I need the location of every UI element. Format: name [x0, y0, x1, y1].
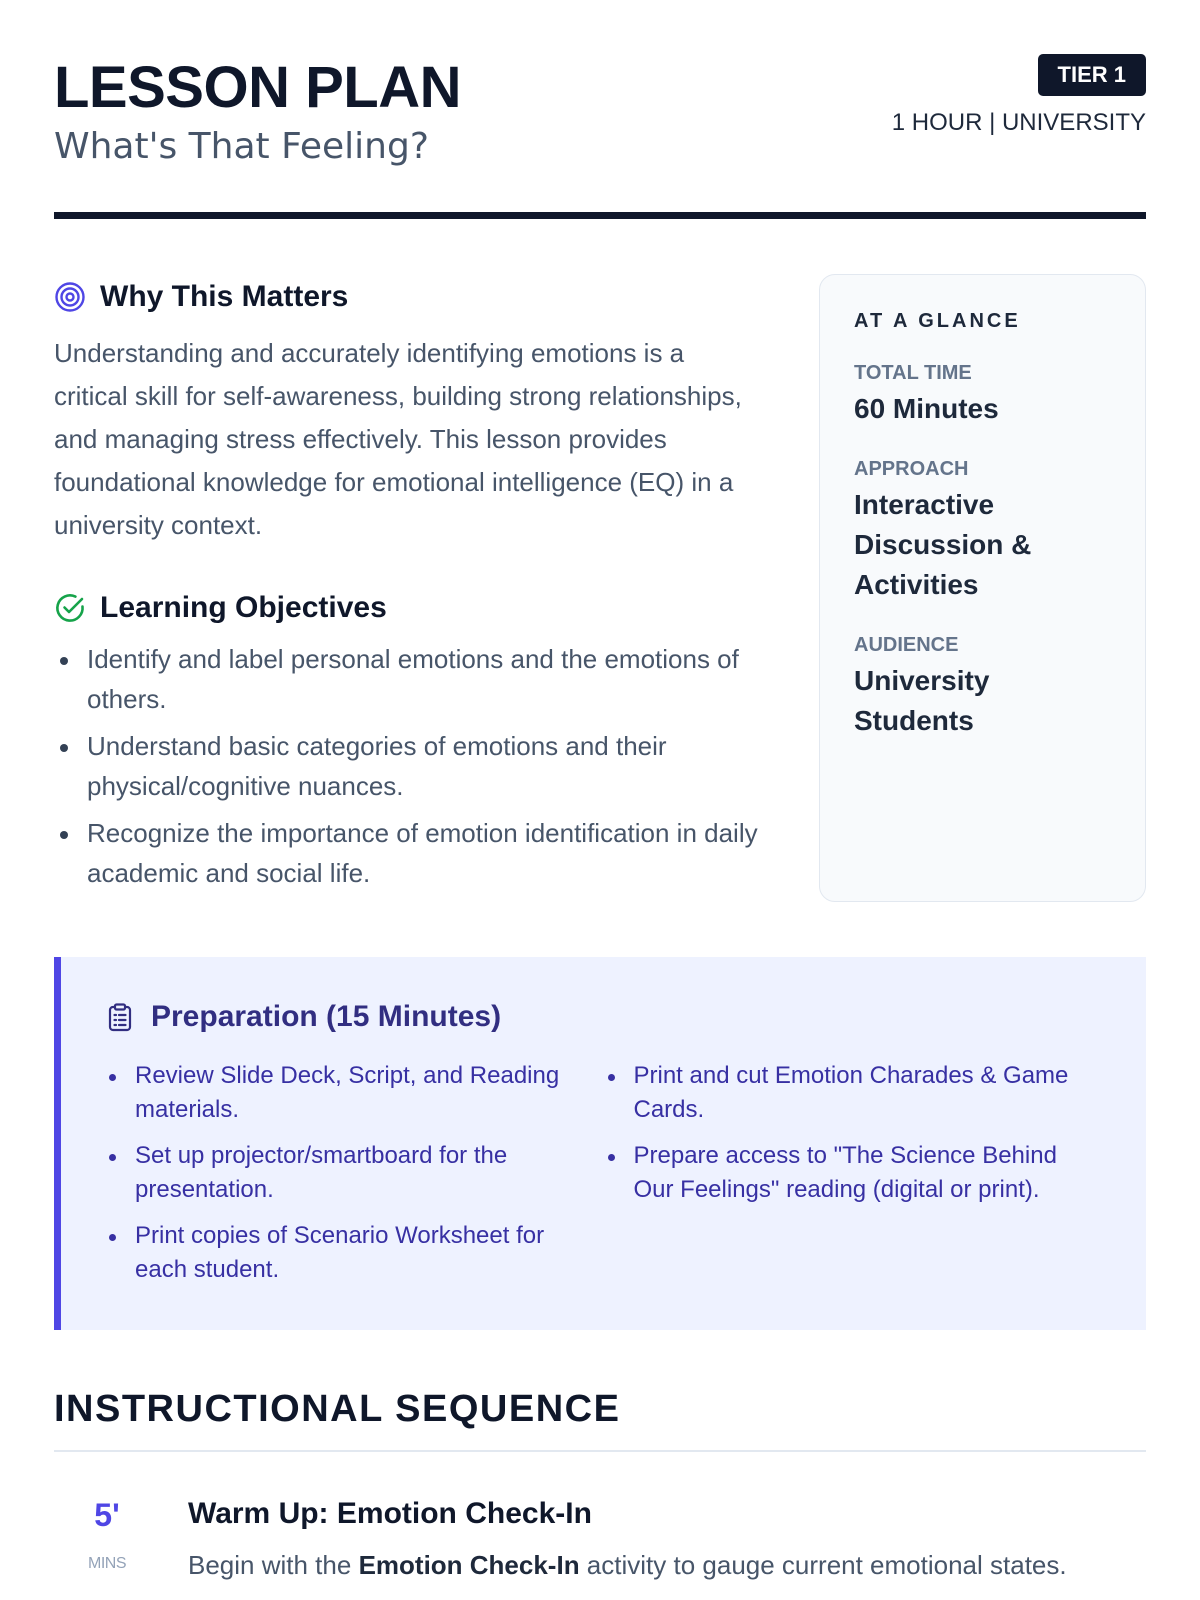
sequence-divider: [54, 1450, 1146, 1452]
preparation-section: [54, 957, 1146, 1330]
at-a-glance-card: [819, 274, 1146, 902]
audience-label: AUDIENCE: [854, 634, 959, 656]
preparation-list-left: [105, 1059, 604, 1299]
tier-badge: TIER 1: [1038, 54, 1146, 96]
preparation-columns: [105, 1059, 1102, 1299]
total-time-label: TOTAL TIME: [854, 362, 972, 384]
step-text-bold: Emotion Check-In: [358, 1550, 580, 1580]
left-column: [54, 274, 774, 900]
preparation-item: Set up projector/smartboard for the presentation.: [105, 1139, 585, 1207]
preparation-item: Review Slide Deck, Script, and Reading materials.: [105, 1059, 585, 1127]
audience-value: University Students: [854, 665, 990, 736]
clipboard-icon: [105, 1002, 135, 1032]
preparation-list-right: [604, 1059, 1103, 1299]
objective-item: Recognize the importance of emotion identification in daily academic and social life.: [54, 813, 774, 893]
preparation-item: Prepare access to "The Science Behind Our Feelings" reading (digital or print).: [604, 1139, 1084, 1207]
check-circle-icon: [54, 592, 86, 624]
preparation-heading: Preparation (15 Minutes): [151, 1000, 502, 1033]
duration-level-meta: 1 HOUR | UNIVERSITY: [891, 109, 1146, 136]
preparation-item: Print and cut Emotion Charades & Game Cards.: [604, 1059, 1084, 1127]
preparation-header: [105, 997, 1102, 1037]
why-section-header: [54, 274, 774, 320]
page-subtitle: What's That Feeling?: [54, 126, 429, 167]
step-text-before: Begin with the: [188, 1550, 359, 1580]
step-title: Warm Up: Emotion Check-In: [188, 1497, 592, 1530]
page-title: LESSON PLAN: [54, 55, 461, 120]
target-icon: [54, 281, 86, 313]
objectives-heading: Learning Objectives: [100, 591, 387, 624]
sequence-title: INSTRUCTIONAL SEQUENCE: [54, 1388, 621, 1430]
objective-item: Understand basic categories of emotions and their physical/cognitive nuances.: [54, 726, 774, 806]
glance-title: AT A GLANCE: [854, 310, 1021, 332]
objectives-section-header: [54, 585, 774, 631]
step-minutes-label: MINS: [88, 1555, 126, 1572]
objectives-list: [54, 639, 774, 893]
step-description: [188, 1544, 1146, 1586]
lesson-plan-page: [54, 0, 1146, 1600]
why-heading: Why This Matters: [100, 280, 349, 313]
why-paragraph: Understanding and accurately identifying emotions is a critical skill for self-awareness, building strong relationships, and managing stress effectively. This lesson provides foundational knowledge for emotional intelligence (EQ) in a university context.: [54, 338, 742, 540]
header: [54, 56, 1146, 166]
approach-label: APPROACH: [854, 458, 969, 480]
step-text-after: activity to gauge current emotional states.: [579, 1550, 1067, 1580]
preparation-item: Print copies of Scenario Worksheet for each student.: [105, 1219, 585, 1287]
total-time-value: 60 Minutes: [854, 393, 999, 424]
objective-item: Identify and label personal emotions and the emotions of others.: [54, 639, 774, 719]
approach-value: Interactive Discussion & Activities: [854, 489, 1032, 600]
header-divider: [54, 212, 1146, 219]
step-minutes: 5': [94, 1497, 120, 1533]
